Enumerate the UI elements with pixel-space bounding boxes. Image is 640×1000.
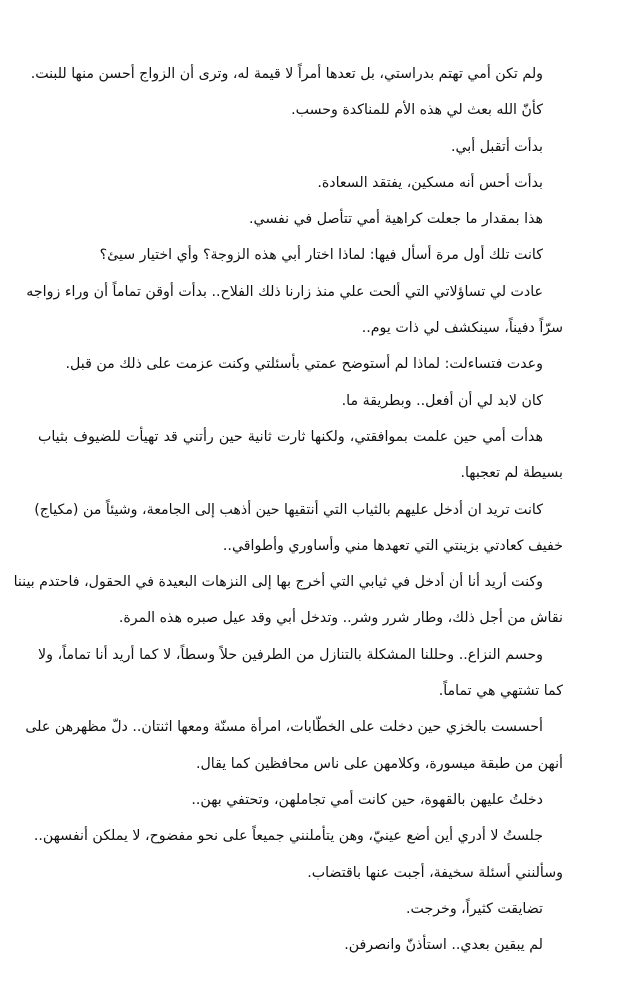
text-line: بدأت أحس أنه مسكين، يفتقد السعادة. [317,174,543,191]
text-line: نقاش من أجل ذلك، وطار شرر وشر.. وتدخل أبي وقد عيل صبره هذه المرة. [118,610,563,627]
paragraph [38,165,583,201]
paragraph [38,346,583,382]
paragraph [38,92,583,128]
paragraph [38,637,583,710]
text-line: كان لابد لي أن أفعل.. وبطريقة ما. [341,392,543,409]
paragraph [13,564,583,637]
paragraph [38,927,583,963]
text-line: وسألنني أسئلة سخيفة، أجبت عنها باقتضاب. [307,864,563,881]
text-line: كانت تريد ان أدخل عليهم بالثياب التي أنتقيها حين أذهب إلى الجامعة، وشيئاً من (مكياج) [34,501,543,518]
paragraph [38,782,583,818]
text-line: هدأت أمي حين علمت بموافقتي، ولكنها ثارت ثانية حين رأتني قد تهيأت للضيوف بثياب [38,428,543,445]
text-line: كأنّ الله بعث لي هذه الأم للمناكدة وحسب. [291,102,543,119]
text-line: وعدت فتساءلت: لماذا لم أستوضح عمتي بأسئلتي وكنت عزمت على ذلك من قبل. [65,356,543,373]
text-line: دخلتُ عليهن بالقهوة، حين كانت أمي تجاملهن، وتحتفي بهن.. [191,791,543,808]
text-line: لم يبقين بعدي.. استأذنّ وانصرفن. [344,937,543,954]
text-line: بدأت أتقبل أبي. [450,138,543,155]
text-line: أنهن من طبقة ميسورة، وكلامهن على ناس محافظين كما يقال. [195,755,563,772]
text-line: هذا بمقدار ما جعلت كراهية أمي تتأصل في نفسي. [248,211,543,228]
text-line: كانت تلك أول مرة أسأل فيها: لماذا اختار أبي هذه الزوجة؟ وأي اختيار سيئ؟ [99,247,543,264]
text-line: سرّاً دفيناً، سينكشف لي ذات يوم.. [361,320,563,337]
text-line: وكنت أريد أنا أن أدخل في ثيابي التي أخرج بها إلى النزهات البعيدة في الحقول، فاحتدم بيننا [13,574,543,591]
text-line: خفيف كعادتي بزينتي التي تعهدها مني وأساوري وأطواقي.. [222,537,563,554]
paragraph [26,274,583,347]
text-line: ولم تكن أمي تهتم بدراستي، بل تعدها أمراً لا قيمة له، وترى أن الزواج أحسن منها للبنت. [30,66,543,82]
text-line: عادت لي تساؤلاتي التي ألحت علي منذ زارنا ذلك الفلاح.. بدأت أوقن تماماً أن وراء زواجه [26,283,543,300]
paragraph [34,492,583,565]
text-line: كما تشتهي هي تماماً. [438,683,563,700]
paragraph [33,818,583,891]
text-line: أحسست بالخزي حين دخلت على الخطّابات، امرأة مسنّة ومعها اثنتان.. دلّ مظهرهن على [25,719,543,736]
text-line: تضايقت كثيراً، وخرجت. [406,900,543,917]
text-line: وحسم النزاع.. وحللنا المشكلة بالتنازل من الطرفين حلاً وسطاً، لا كما أريد أنا تماماً، ولا [38,646,543,663]
paragraph [38,383,583,419]
paragraph [38,891,583,927]
document-page [13,56,583,963]
text-line: بسيطة لم تعجبها. [460,465,563,482]
paragraph [38,201,583,237]
paragraph [38,129,583,165]
paragraph [38,237,583,273]
paragraph [30,56,583,92]
text-line: جلستُ لا أدري أين أضع عينيّ، وهن يتأملنني جميعاً على نحو مفضوح، لا يملكن أنفسهن.. [33,828,543,845]
paragraph [25,709,583,782]
paragraph [38,419,583,492]
